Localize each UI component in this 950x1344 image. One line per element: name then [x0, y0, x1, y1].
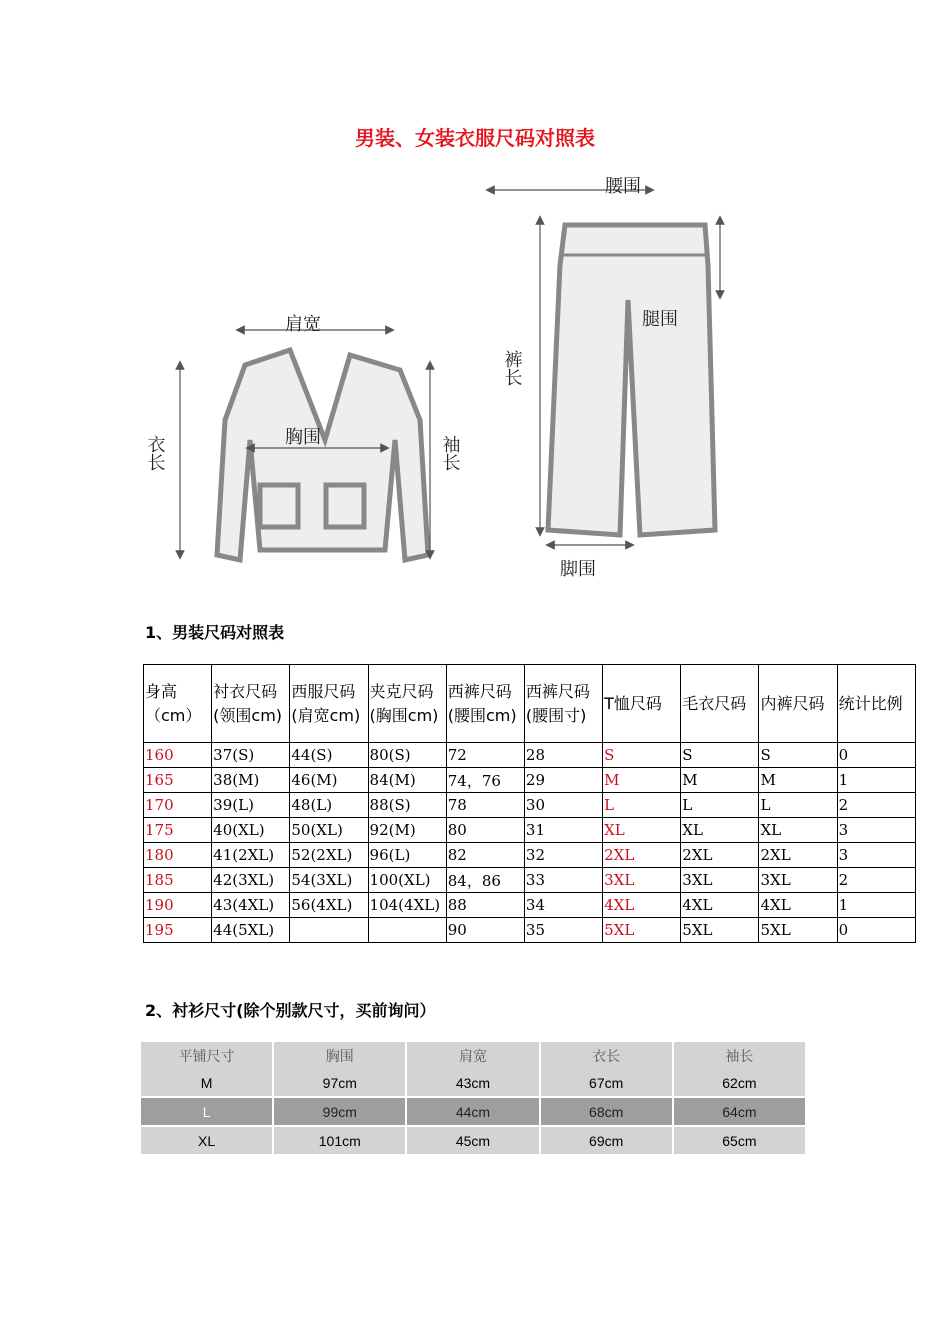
table-cell: 44cm — [407, 1096, 540, 1127]
table-row — [141, 1096, 807, 1127]
table-cell: 5XL — [681, 918, 759, 943]
table-cell: 4XL — [759, 893, 837, 918]
table-cell: 5XL — [603, 918, 681, 943]
table-cell: 33 — [524, 868, 602, 893]
table-cell: 92(M) — [368, 818, 446, 843]
garment-measurement-illustration — [144, 170, 770, 590]
col-header: 平铺尺寸 — [141, 1042, 274, 1069]
table-row — [141, 1069, 807, 1096]
table-cell: L — [759, 793, 837, 818]
table-cell: 40(XL) — [212, 818, 290, 843]
table-cell: 80(S) — [368, 743, 446, 768]
table-cell: 38(M) — [212, 768, 290, 793]
section-title-shirt-sizes: 2、衬衫尺寸(除个别款尺寸，买前询问） — [145, 1001, 436, 1020]
table-cell: 31 — [524, 818, 602, 843]
table-cell: 1 — [837, 893, 915, 918]
table-cell: 62cm — [674, 1069, 807, 1096]
table-cell: XL — [681, 818, 759, 843]
table-cell: 2 — [837, 868, 915, 893]
col-header: 西裤尺码(腰围寸) — [524, 665, 602, 743]
table-cell: 69cm — [541, 1127, 674, 1154]
table-cell: 43(4XL) — [212, 893, 290, 918]
table-row — [144, 793, 916, 818]
table-row — [144, 768, 916, 793]
table-cell: 42(3XL) — [212, 868, 290, 893]
table-cell: 190 — [144, 893, 212, 918]
col-header: 内裤尺码 — [759, 665, 837, 743]
table-cell: 84，86 — [446, 868, 524, 893]
table-cell: 195 — [144, 918, 212, 943]
table-cell: 74，76 — [446, 768, 524, 793]
jacket-length-label: 衣长 — [144, 435, 166, 471]
table-cell: 67cm — [541, 1069, 674, 1096]
table-cell — [368, 918, 446, 943]
table-cell: 72 — [446, 743, 524, 768]
table-cell: L — [141, 1096, 274, 1127]
pants-length-label: 裤长 — [501, 350, 523, 386]
table-cell: 165 — [144, 768, 212, 793]
col-header: 身高（cm） — [144, 665, 212, 743]
col-header: 肩宽 — [407, 1042, 540, 1069]
table-cell: 88 — [446, 893, 524, 918]
table-cell: 3 — [837, 818, 915, 843]
table-cell: 78 — [446, 793, 524, 818]
table-cell: 82 — [446, 843, 524, 868]
page-title: 男装、女装衣服尺码对照表 — [355, 126, 595, 150]
table-cell: 65cm — [674, 1127, 807, 1154]
table-cell: 44(5XL) — [212, 918, 290, 943]
table-cell: M — [141, 1069, 274, 1096]
table-cell: 64cm — [674, 1096, 807, 1127]
table-cell: S — [603, 743, 681, 768]
table-cell — [290, 918, 368, 943]
men-size-table — [143, 664, 916, 943]
table-cell: 185 — [144, 868, 212, 893]
table-row — [141, 1127, 807, 1154]
table-cell: 2XL — [759, 843, 837, 868]
table-cell: 52(2XL) — [290, 843, 368, 868]
table-row — [144, 818, 916, 843]
table-cell: S — [681, 743, 759, 768]
table-cell: XL — [141, 1127, 274, 1154]
col-header: 衣长 — [541, 1042, 674, 1069]
table-cell: 39(L) — [212, 793, 290, 818]
table-cell: 5XL — [759, 918, 837, 943]
table-row — [144, 893, 916, 918]
table-cell: 99cm — [274, 1096, 407, 1127]
col-header: 夹克尺码(胸围cm) — [368, 665, 446, 743]
col-header: 毛衣尺码 — [681, 665, 759, 743]
table-cell: 3XL — [681, 868, 759, 893]
table-cell: M — [759, 768, 837, 793]
shirt-size-table — [141, 1042, 807, 1154]
table-cell: 41(2XL) — [212, 843, 290, 868]
table-cell: 30 — [524, 793, 602, 818]
table-cell: M — [681, 768, 759, 793]
table-cell: 29 — [524, 768, 602, 793]
table-cell: 84(M) — [368, 768, 446, 793]
col-header: 西服尺码(肩宽cm) — [290, 665, 368, 743]
hem-label: 脚围 — [560, 559, 596, 580]
table-cell: 1 — [837, 768, 915, 793]
table-cell: 32 — [524, 843, 602, 868]
table-row — [144, 743, 916, 768]
table-cell: 0 — [837, 918, 915, 943]
shoulder-label: 肩宽 — [285, 314, 321, 335]
thigh-label: 腿围 — [642, 309, 678, 330]
table-cell: 88(S) — [368, 793, 446, 818]
table-cell: 48(L) — [290, 793, 368, 818]
table-cell: XL — [603, 818, 681, 843]
table-cell: S — [759, 743, 837, 768]
table-row — [144, 843, 916, 868]
table-cell: 90 — [446, 918, 524, 943]
table-cell: 97cm — [274, 1069, 407, 1096]
table-cell: 180 — [144, 843, 212, 868]
men-table-header-row — [144, 665, 916, 743]
table-cell: 4XL — [603, 893, 681, 918]
sleeve-length-label: 袖长 — [439, 435, 461, 471]
table-cell: 3XL — [759, 868, 837, 893]
col-header: 统计比例 — [837, 665, 915, 743]
col-header: 衬衣尺码(领围cm) — [212, 665, 290, 743]
table-row — [144, 918, 916, 943]
table-cell: 45cm — [407, 1127, 540, 1154]
waist-label: 腰围 — [605, 176, 641, 197]
table-cell: 50(XL) — [290, 818, 368, 843]
table-cell: 96(L) — [368, 843, 446, 868]
table-cell: 170 — [144, 793, 212, 818]
table-cell: 101cm — [274, 1127, 407, 1154]
table-cell: 28 — [524, 743, 602, 768]
table-cell: 44(S) — [290, 743, 368, 768]
col-header: 袖长 — [674, 1042, 807, 1069]
table-cell: 0 — [837, 743, 915, 768]
table-cell: L — [681, 793, 759, 818]
table-cell: 43cm — [407, 1069, 540, 1096]
table-cell: 37(S) — [212, 743, 290, 768]
table-cell: M — [603, 768, 681, 793]
col-header: T恤尺码 — [603, 665, 681, 743]
table-row — [144, 868, 916, 893]
table-cell: 80 — [446, 818, 524, 843]
chest-label: 胸围 — [285, 427, 321, 448]
table-cell: 2 — [837, 793, 915, 818]
table-cell: XL — [759, 818, 837, 843]
table-cell: 100(XL) — [368, 868, 446, 893]
pants-drawing — [548, 225, 715, 535]
table-cell: L — [603, 793, 681, 818]
col-header: 胸围 — [274, 1042, 407, 1069]
table-cell: 56(4XL) — [290, 893, 368, 918]
table-cell: 34 — [524, 893, 602, 918]
section-title-men-sizes: 1、男装尺码对照表 — [145, 623, 285, 642]
table-cell: 175 — [144, 818, 212, 843]
table-cell: 160 — [144, 743, 212, 768]
table-cell: 68cm — [541, 1096, 674, 1127]
table-cell: 2XL — [681, 843, 759, 868]
col-header: 西裤尺码(腰围cm) — [446, 665, 524, 743]
table-cell: 104(4XL) — [368, 893, 446, 918]
table-cell: 2XL — [603, 843, 681, 868]
table-cell: 46(M) — [290, 768, 368, 793]
table-cell: 3 — [837, 843, 915, 868]
table-cell: 54(3XL) — [290, 868, 368, 893]
table-cell: 3XL — [603, 868, 681, 893]
table-cell: 4XL — [681, 893, 759, 918]
jacket-drawing — [217, 350, 428, 560]
table-cell: 35 — [524, 918, 602, 943]
shirt-table-header-row — [141, 1042, 807, 1069]
